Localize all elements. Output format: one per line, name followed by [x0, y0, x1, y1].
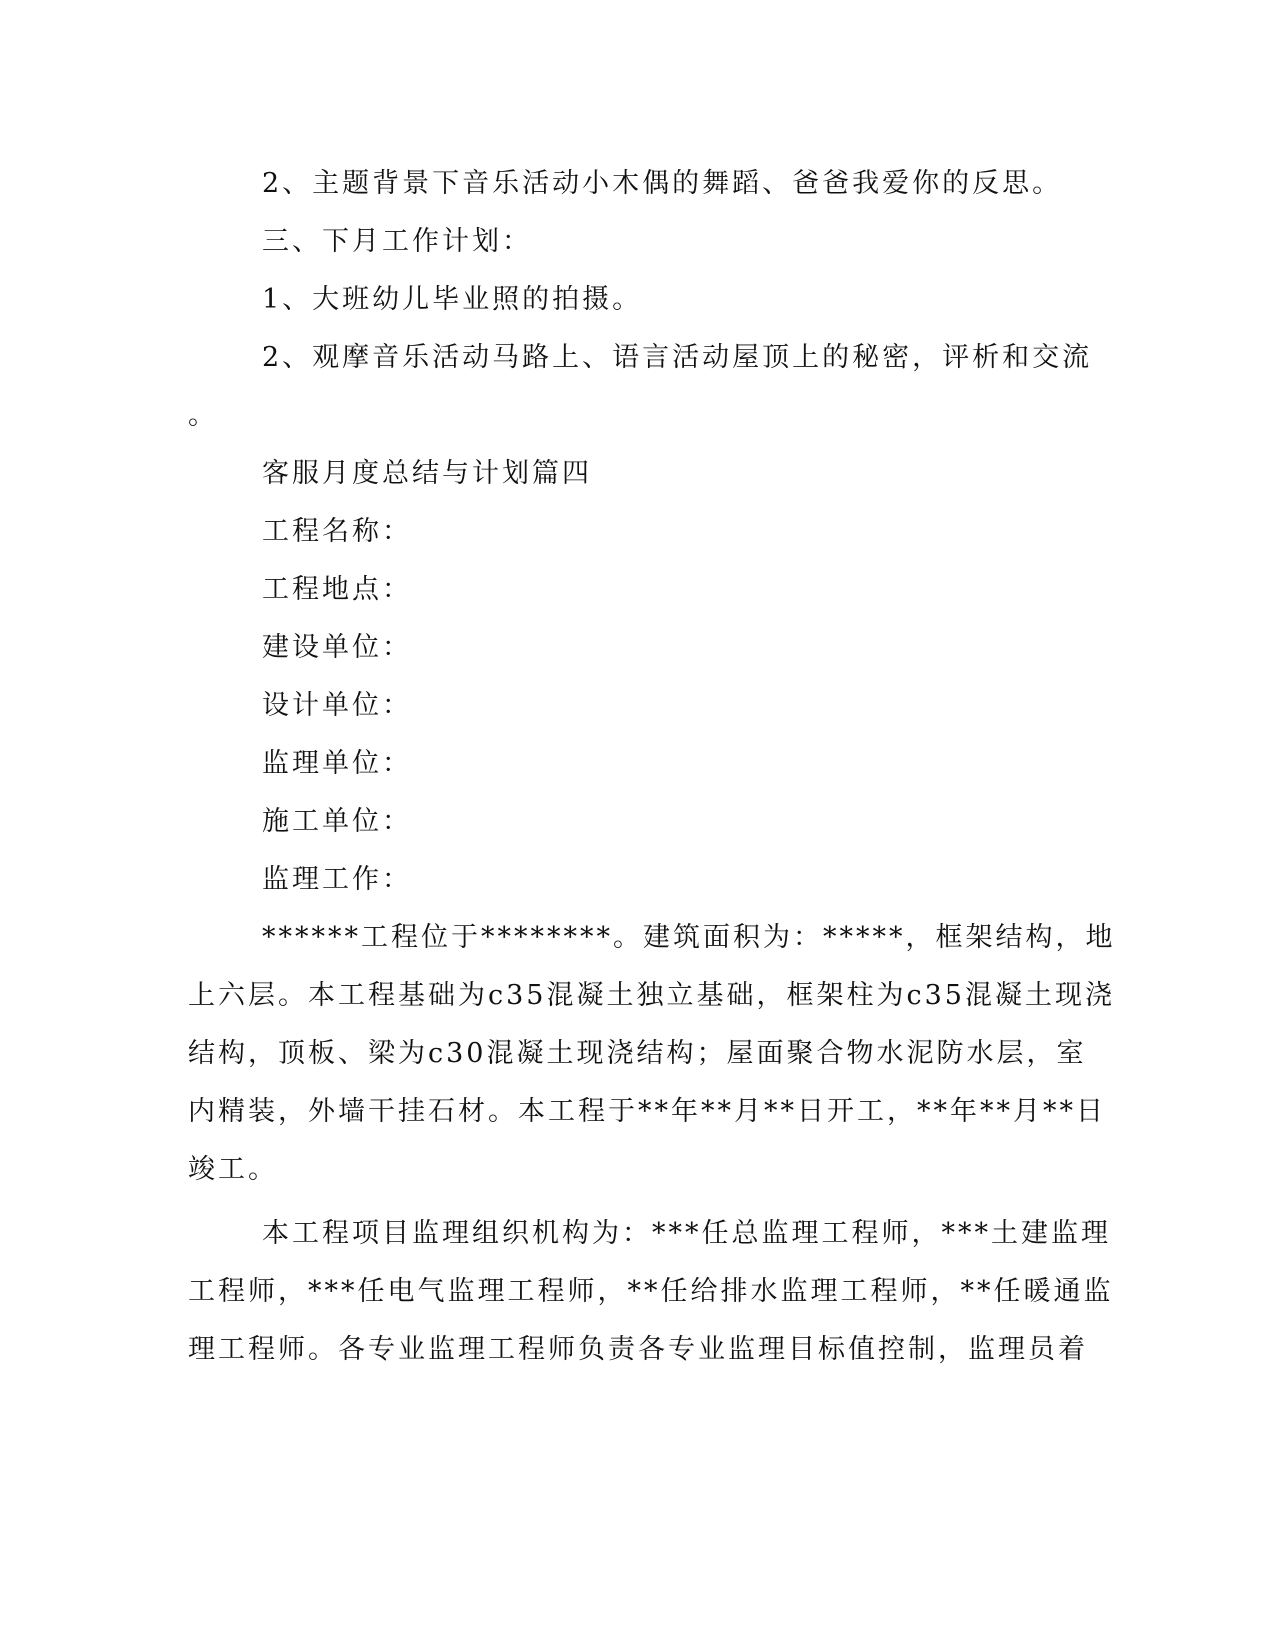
paragraph-project-overview: 结构，顶板、梁为c30混凝土现浇结构；屋面聚合物水泥防水层，室: [188, 1038, 1087, 1069]
paragraph-project-overview: 上六层。本工程基础为c35混凝土独立基础，框架柱为c35混凝土现浇: [188, 980, 1115, 1011]
paragraph-project-overview: 竣工。: [188, 1154, 278, 1185]
field-construction-unit: 建设单位：: [262, 632, 412, 663]
list-item-graduation-photo: 1、大班幼儿毕业照的拍摄。: [262, 284, 643, 315]
document-title: 客服月度总结与计划篇四: [262, 458, 592, 489]
field-project-name: 工程名称：: [262, 516, 412, 547]
field-design-unit: 设计单位：: [262, 690, 412, 721]
paragraph-project-overview: 内精装，外墙干挂石材。本工程于**年**月**日开工，**年**月**日: [188, 1096, 1106, 1127]
field-project-location: 工程地点：: [262, 574, 412, 605]
list-item-observation: 2、观摩音乐活动马路上、语言活动屋顶上的秘密，评析和交流: [262, 342, 1093, 373]
paragraph-organization: 工程师，***任电气监理工程师，**任给排水监理工程师，**任暖通监: [188, 1276, 1114, 1307]
field-supervision-unit: 监理单位：: [262, 748, 412, 779]
paragraph-project-overview: ******工程位于********。建筑面积为：*****，框架结构，地: [262, 922, 1116, 953]
section-heading-next-month-plan: 三、下月工作计划：: [262, 226, 532, 257]
list-item-observation-end: 。: [188, 400, 218, 431]
paragraph-organization: 理工程师。各专业监理工程师负责各专业监理目标值控制，监理员着: [188, 1334, 1088, 1365]
list-item-reflection: 2、主题背景下音乐活动小木偶的舞蹈、爸爸我爱你的反思。: [262, 168, 1063, 199]
field-builder-unit: 施工单位：: [262, 806, 412, 837]
paragraph-organization: 本工程项目监理组织机构为：***任总监理工程师，***土建监理: [262, 1218, 1111, 1249]
field-supervision-work: 监理工作：: [262, 864, 412, 895]
